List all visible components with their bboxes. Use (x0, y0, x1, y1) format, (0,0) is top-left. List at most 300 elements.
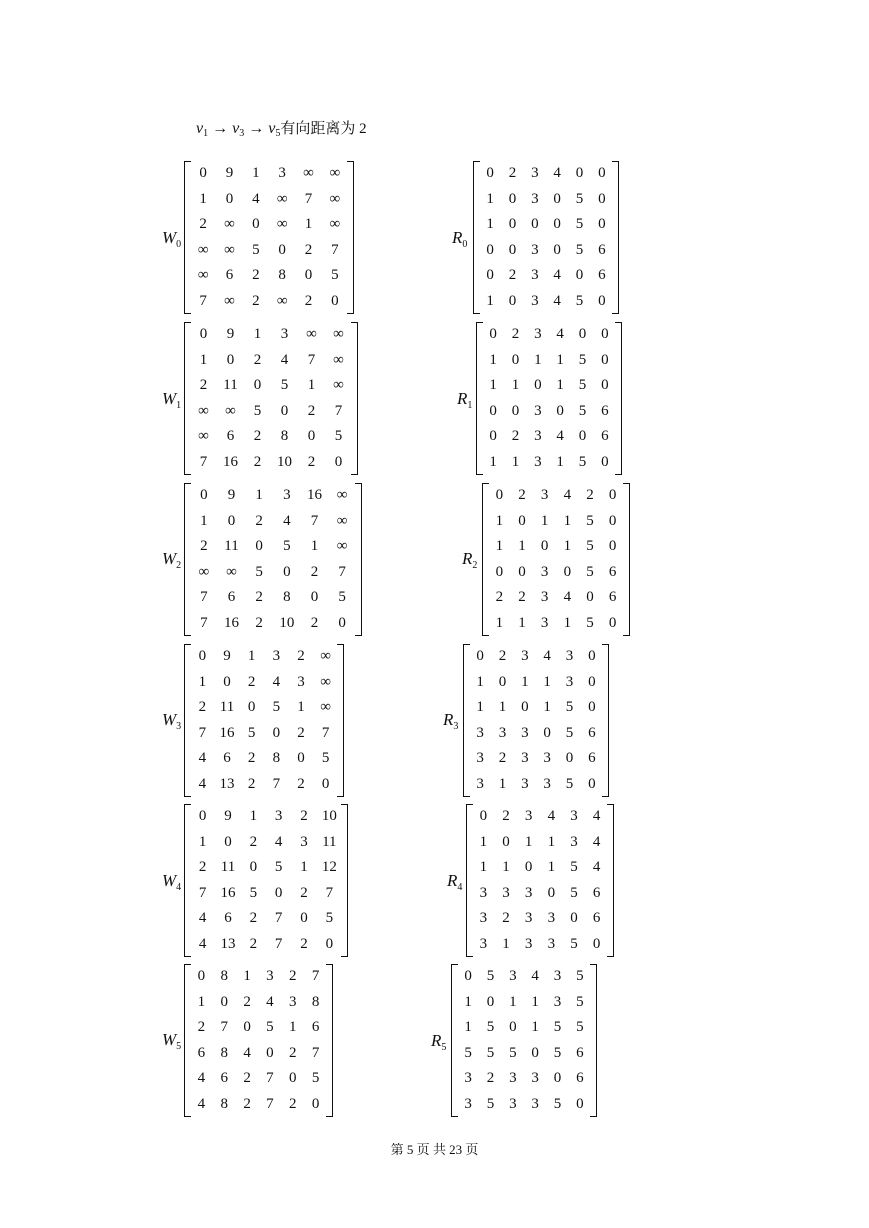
var-v: v (196, 120, 204, 137)
matrix-cell: 0 (508, 241, 517, 258)
matrix-cell: 5 (280, 377, 289, 394)
matrix-cell: 10 (277, 453, 292, 470)
matrix-cell: 6 (598, 267, 606, 284)
matrix-cell: 5 (464, 1044, 472, 1061)
matrix-label-r0 (452, 228, 467, 250)
matrix-cell: 1 (199, 351, 208, 368)
matrix-cell: 1 (531, 993, 539, 1010)
matrix-cell: 1 (547, 833, 556, 850)
matrix-cell: 11 (322, 833, 337, 850)
matrix-cell: 2 (197, 1019, 206, 1036)
matrix-cell: 0 (331, 292, 339, 309)
matrix-cell: 1 (486, 190, 494, 207)
matrix-cell: 2 (518, 487, 526, 504)
right-bracket (337, 644, 344, 797)
matrix-w2 (184, 483, 362, 636)
matrix-cell: 8 (278, 267, 286, 284)
matrix-cell: 0 (511, 402, 520, 419)
matrix-cell: 2 (495, 589, 504, 606)
matrix-cell: 5 (331, 267, 339, 284)
matrix-cell: 1 (518, 538, 526, 555)
matrix-cell: 0 (198, 648, 207, 665)
matrix-cell: ∞ (336, 487, 348, 504)
matrix-cell: 2 (300, 935, 308, 952)
matrix-cell: 7 (307, 351, 316, 368)
right-bracket (355, 483, 362, 636)
matrix-cell: 6 (592, 910, 601, 927)
matrix-cell: 1 (489, 453, 497, 470)
matrix-label-w1 (162, 389, 181, 411)
matrix-cell: 3 (540, 487, 549, 504)
matrix-cell: 0 (249, 859, 258, 876)
matrix-cell: 7 (266, 1095, 274, 1112)
matrix-cell: 1 (476, 673, 484, 690)
matrix-grid (469, 644, 603, 797)
matrix-cell: 5 (325, 910, 334, 927)
matrix-cell: 0 (588, 648, 596, 665)
matrix-cell: 2 (307, 402, 316, 419)
matrix-cell: 5 (565, 724, 574, 741)
matrix-cell: ∞ (197, 267, 209, 284)
matrix-cell: 3 (540, 589, 549, 606)
matrix-cell: 1 (297, 699, 305, 716)
matrix-cell: 5 (575, 190, 584, 207)
matrix-cell: ∞ (197, 241, 209, 258)
matrix-cell: ∞ (276, 216, 288, 233)
matrix-cell: ∞ (329, 216, 341, 233)
matrix-cell: 3 (521, 724, 529, 741)
matrix-cell: 8 (220, 1044, 228, 1061)
matrix-cell: 5 (249, 884, 258, 901)
matrix-subscript: 3 (453, 721, 459, 732)
matrix-cell: 6 (576, 1044, 584, 1061)
matrix-cell: 0 (310, 589, 319, 606)
matrix-grid (190, 804, 342, 957)
matrix-cell: 0 (278, 241, 286, 258)
matrix-letter: W (162, 549, 177, 568)
matrix-cell: 2 (249, 910, 258, 927)
matrix-cell: 6 (608, 589, 617, 606)
matrix-cell: 3 (565, 673, 574, 690)
matrix-cell: ∞ (336, 512, 348, 529)
matrix-cell: 16 (219, 724, 235, 741)
matrix-cell: 5 (311, 1070, 320, 1087)
matrix-cell: 3 (274, 808, 283, 825)
matrix-cell: 4 (252, 190, 260, 207)
matrix-cell: 4 (563, 487, 572, 504)
matrix-cell: 7 (310, 512, 319, 529)
matrix-cell: 5 (570, 935, 578, 952)
matrix-cell: 5 (586, 538, 594, 555)
right-bracket (623, 483, 630, 636)
matrix-cell: 1 (556, 377, 564, 394)
matrix-cell: 3 (570, 808, 578, 825)
matrix-cell: 9 (223, 648, 231, 665)
matrix-cell: 0 (601, 326, 609, 343)
matrix-cell: 0 (321, 775, 330, 792)
matrix-cell: 2 (502, 808, 510, 825)
var-v: v (232, 120, 240, 137)
matrix-cell: 11 (223, 377, 238, 394)
matrix-cell: 8 (283, 589, 291, 606)
matrix-cell: 0 (508, 190, 517, 207)
matrix-cell: 0 (509, 1019, 517, 1036)
matrix-letter: R (447, 871, 458, 890)
matrix-cell: 0 (272, 724, 281, 741)
matrix-cell: 7 (198, 884, 207, 901)
matrix-cell: 1 (495, 614, 504, 631)
right-bracket (351, 322, 358, 475)
matrix-cell: 5 (553, 1095, 562, 1112)
matrix-cell: 2 (307, 453, 316, 470)
matrix-r2 (482, 483, 630, 636)
matrix-w4 (184, 804, 348, 957)
matrix-cell: 3 (531, 165, 539, 182)
matrix-cell: 0 (199, 326, 208, 343)
matrix-cell: 3 (288, 993, 297, 1010)
matrix-cell: 9 (227, 487, 236, 504)
matrix-cell: 4 (243, 1044, 251, 1061)
matrix-cell: 5 (283, 538, 291, 555)
matrix-cell: 3 (531, 1070, 539, 1087)
matrix-cell: 3 (534, 326, 542, 343)
matrix-cell: 5 (578, 402, 587, 419)
matrix-label-r3 (443, 710, 458, 732)
matrix-cell: 11 (219, 699, 235, 716)
matrix-cell: 4 (274, 833, 283, 850)
matrix-cell: 5 (586, 563, 594, 580)
matrix-cell: 11 (224, 538, 239, 555)
matrix-cell: 3 (521, 648, 529, 665)
matrix-cell: 2 (198, 699, 207, 716)
matrix-cell: 1 (300, 859, 308, 876)
matrix-cell: 2 (199, 377, 208, 394)
matrix-cell: 4 (563, 589, 572, 606)
matrix-cell: 3 (531, 1095, 539, 1112)
matrix-cell: ∞ (320, 699, 331, 716)
matrix-cell: 2 (297, 775, 305, 792)
matrix-cell: 0 (588, 673, 596, 690)
matrix-cell: 0 (489, 402, 497, 419)
matrix-cell: 13 (219, 775, 235, 792)
matrix-cell: ∞ (198, 402, 209, 419)
matrix-cell: 6 (223, 750, 231, 767)
matrix-cell: 3 (534, 428, 542, 445)
matrix-cell: 3 (521, 750, 529, 767)
matrix-cell: 2 (304, 292, 313, 309)
matrix-cell: ∞ (320, 648, 331, 665)
matrix-cell: ∞ (306, 326, 317, 343)
matrix-cell: 3 (498, 724, 507, 741)
matrix-cell: 3 (502, 884, 510, 901)
var-v: v (268, 120, 276, 137)
matrix-letter: R (431, 1031, 442, 1050)
matrix-cell: 9 (226, 326, 235, 343)
matrix-cell: 1 (543, 673, 551, 690)
matrix-cell: 6 (588, 724, 596, 741)
matrix-cell: 0 (489, 428, 497, 445)
matrix-letter: W (162, 871, 177, 890)
matrix-cell: 5 (486, 1095, 495, 1112)
matrix-cell: 3 (464, 1070, 472, 1087)
matrix-cell: 12 (321, 859, 337, 876)
matrix-cell: 2 (586, 487, 594, 504)
matrix-cell: 0 (495, 563, 504, 580)
matrix-cell: 0 (479, 808, 488, 825)
matrix-cell: 1 (498, 699, 507, 716)
matrix-cell: 0 (247, 699, 256, 716)
matrix-cell: 7 (304, 190, 313, 207)
matrix-cell: 0 (578, 326, 587, 343)
matrix-w1 (184, 322, 358, 475)
matrix-cell: 3 (509, 1095, 517, 1112)
matrix-cell: 1 (518, 614, 526, 631)
matrix-cell: 2 (300, 884, 308, 901)
matrix-cell: 0 (553, 241, 561, 258)
matrix-cell: 5 (321, 750, 330, 767)
matrix-cell: 1 (495, 512, 504, 529)
matrix-cell: 6 (197, 1044, 206, 1061)
matrix-cell: 0 (252, 216, 260, 233)
page-footer: 第 5 页 共 23 页 (390, 1142, 479, 1157)
matrix-cell: 16 (306, 487, 322, 504)
matrix-cell: 1 (509, 993, 517, 1010)
matrix-cell: 1 (198, 673, 207, 690)
matrix-cell: 3 (524, 910, 533, 927)
matrix-cell: 4 (266, 993, 274, 1010)
matrix-cell: 1 (534, 351, 542, 368)
matrix-letter: R (457, 389, 468, 408)
matrix-cell: 5 (247, 724, 256, 741)
right-bracket (615, 322, 622, 475)
matrix-cell: 0 (224, 833, 232, 850)
matrix-cell: 3 (547, 935, 556, 952)
right-bracket (347, 161, 354, 314)
matrix-label-w4 (162, 871, 181, 893)
matrix-cell: 4 (592, 833, 601, 850)
matrix-cell: 5 (266, 1019, 274, 1036)
matrix-cell: 0 (280, 402, 289, 419)
matrix-cell: 4 (547, 808, 556, 825)
matrix-cell: 0 (570, 910, 578, 927)
matrix-cell: 0 (297, 750, 305, 767)
matrix-cell: 1 (498, 775, 507, 792)
matrix-cell: 5 (252, 241, 260, 258)
matrix-cell: 2 (508, 165, 517, 182)
matrix-cell: 2 (300, 808, 308, 825)
matrix-cell: 5 (575, 292, 584, 309)
matrix-label-r4 (447, 871, 462, 893)
matrix-cell: 9 (224, 808, 232, 825)
matrix-grid (190, 161, 348, 314)
matrix-cell: 2 (243, 1095, 251, 1112)
matrix-subscript: 5 (441, 1042, 447, 1053)
matrix-cell: ∞ (329, 190, 341, 207)
matrix-cell: 3 (531, 292, 539, 309)
matrix-cell: 0 (223, 673, 231, 690)
matrix-grid (190, 483, 356, 636)
matrix-cell: 6 (227, 589, 236, 606)
matrix-cell: 10 (279, 614, 295, 631)
matrix-cell: 0 (283, 563, 291, 580)
matrix-cell: 3 (565, 648, 574, 665)
matrix-cell: 0 (274, 884, 283, 901)
matrix-letter: R (452, 228, 463, 247)
arrow-symbol: → (248, 120, 265, 137)
matrix-cell: 0 (608, 538, 617, 555)
matrix-cell: 1 (486, 292, 494, 309)
matrix-cell: 1 (198, 833, 207, 850)
matrix-label-w0 (162, 228, 181, 250)
matrix-cell: 8 (280, 428, 289, 445)
matrix-cell: 5 (565, 699, 574, 716)
matrix-cell: 0 (511, 351, 520, 368)
matrix-cell: 0 (534, 377, 542, 394)
matrix-cell: 3 (540, 614, 549, 631)
matrix-cell: 6 (226, 428, 235, 445)
matrix-cell: 1 (200, 512, 208, 529)
matrix-cell: 1 (310, 538, 319, 555)
matrix-cell: 0 (576, 1095, 584, 1112)
matrix-cell: 0 (598, 216, 606, 233)
matrix-cell: 3 (570, 833, 578, 850)
matrix-cell: 8 (220, 1095, 228, 1112)
matrix-cell: 3 (553, 968, 562, 985)
matrix-cell: 0 (553, 190, 561, 207)
matrix-cell: 4 (556, 326, 564, 343)
matrix-cell: 0 (253, 377, 262, 394)
matrix-cell: 1 (199, 190, 207, 207)
matrix-subscript: 1 (176, 400, 182, 411)
matrix-cell: 5 (486, 1019, 495, 1036)
matrix-cell: 5 (575, 241, 584, 258)
matrix-cell: 7 (200, 614, 208, 631)
matrix-cell: 7 (331, 241, 339, 258)
matrix-cell: 4 (197, 1095, 206, 1112)
matrix-label-r5 (431, 1031, 446, 1053)
matrix-cell: 6 (224, 910, 232, 927)
matrix-cell: 6 (311, 1019, 320, 1036)
matrix-cell: 5 (586, 512, 594, 529)
matrix-cell: 6 (601, 428, 609, 445)
matrix-cell: 1 (502, 935, 510, 952)
matrix-cell: 8 (272, 750, 281, 767)
matrix-cell: 7 (200, 589, 208, 606)
matrix-cell: 4 (531, 968, 539, 985)
matrix-cell: 5 (565, 775, 574, 792)
matrix-cell: 0 (226, 351, 235, 368)
matrix-cell: 0 (601, 351, 609, 368)
matrix-cell: ∞ (303, 165, 314, 182)
matrix-cell: ∞ (224, 241, 235, 258)
matrix-cell: 5 (509, 1044, 517, 1061)
matrix-cell: ∞ (333, 377, 344, 394)
matrix-cell: 2 (304, 241, 313, 258)
matrix-cell: 0 (338, 614, 346, 631)
matrix-cell: 2 (247, 750, 256, 767)
matrix-cell: ∞ (333, 326, 344, 343)
matrix-cell: 4 (198, 775, 207, 792)
matrix-cell: 1 (304, 216, 313, 233)
matrix-cell: 3 (464, 1095, 472, 1112)
right-bracket (326, 964, 333, 1117)
matrix-cell: 2 (498, 648, 507, 665)
matrix-cell: 0 (325, 935, 334, 952)
matrix-cell: 0 (255, 538, 263, 555)
matrix-cell: 3 (531, 241, 539, 258)
matrix-cell: 3 (476, 775, 484, 792)
matrix-cell: 5 (486, 968, 495, 985)
right-bracket (612, 161, 619, 314)
matrix-letter: W (162, 710, 177, 729)
matrix-cell: 2 (508, 267, 517, 284)
matrix-subscript: 2 (472, 560, 478, 571)
matrix-cell: 7 (272, 775, 281, 792)
matrix-cell: 2 (252, 292, 260, 309)
matrix-cell: 2 (253, 453, 262, 470)
matrix-cell: 11 (220, 859, 236, 876)
matrix-cell: 4 (283, 512, 291, 529)
matrix-cell: 0 (608, 614, 617, 631)
matrix-cell: 1 (502, 859, 510, 876)
matrix-cell: 2 (288, 968, 297, 985)
right-bracket (590, 964, 597, 1117)
matrix-cell: 7 (334, 402, 343, 419)
matrix-cell: 0 (540, 538, 549, 555)
matrix-cell: 0 (518, 512, 526, 529)
matrix-cell: 1 (556, 453, 564, 470)
matrix-cell: 2 (297, 724, 305, 741)
matrix-cell: 8 (220, 968, 228, 985)
matrix-cell: 0 (588, 775, 596, 792)
matrix-cell: 5 (334, 428, 343, 445)
matrix-cell: 1 (252, 165, 260, 182)
matrix-label-w2 (162, 549, 181, 571)
matrix-cell: 0 (464, 968, 472, 985)
matrix-cell: 3 (280, 326, 289, 343)
matrix-cell: 0 (486, 993, 495, 1010)
matrix-cell: 0 (553, 216, 561, 233)
matrix-w0 (184, 161, 354, 314)
matrix-subscript: 0 (462, 239, 468, 250)
matrix-cell: 3 (524, 935, 533, 952)
matrix-cell: 0 (486, 267, 494, 284)
heading-text: 有向距离为 2 (280, 121, 367, 137)
matrix-cell: 7 (311, 968, 320, 985)
matrix-cell: 4 (553, 292, 561, 309)
matrix-cell: 1 (255, 487, 263, 504)
matrix-cell: 0 (225, 190, 234, 207)
matrix-letter: R (462, 549, 473, 568)
var-sub: 3 (239, 128, 245, 139)
matrix-cell: 1 (521, 673, 529, 690)
matrix-cell: 1 (464, 993, 472, 1010)
matrix-cell: 0 (200, 487, 208, 504)
matrix-cell: 3 (266, 968, 274, 985)
matrix-label-w3 (162, 710, 181, 732)
matrix-cell: 1 (543, 699, 551, 716)
matrix-cell: 0 (266, 1044, 274, 1061)
matrix-label-w5 (162, 1030, 181, 1052)
matrix-cell: 1 (531, 1019, 539, 1036)
matrix-cell: 2 (310, 563, 319, 580)
matrix-cell: 1 (249, 808, 258, 825)
matrix-cell: 3 (278, 165, 286, 182)
matrix-cell: 2 (288, 1095, 297, 1112)
matrix-cell: 2 (253, 428, 262, 445)
matrix-grid (457, 964, 591, 1117)
matrix-cell: 3 (521, 775, 529, 792)
